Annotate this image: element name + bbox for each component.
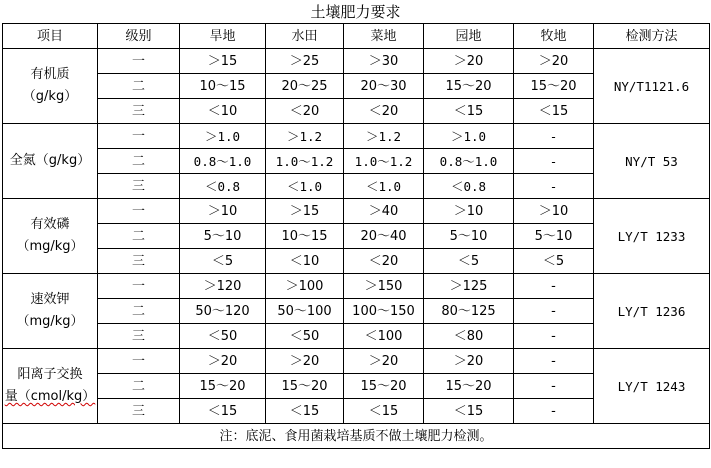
value-cell: ＞20 — [514, 49, 594, 74]
value-cell: ＜0.8 — [180, 174, 266, 199]
level-cell: 三 — [98, 324, 180, 349]
value-cell: ＜0.8 — [424, 174, 514, 199]
item-organic-matter — [3, 49, 98, 124]
method-cell: NY/T1121.6 — [594, 49, 710, 124]
level-cell: 一 — [98, 124, 180, 149]
header-level: 级别 — [98, 24, 180, 49]
value-cell: 1.0～1.2 — [344, 149, 424, 174]
value-cell: 10～15 — [180, 74, 266, 99]
value-cell: 15～20 — [180, 374, 266, 399]
value-cell: ＞1.2 — [266, 124, 344, 149]
value-cell: ＞10 — [514, 199, 594, 224]
value-cell: ＞100 — [266, 274, 344, 299]
value-cell: ＜100 — [344, 324, 424, 349]
value-cell: 10～15 — [266, 224, 344, 249]
value-cell: ＞10 — [424, 199, 514, 224]
level-cell: 一 — [98, 274, 180, 299]
value-cell: ＜10 — [180, 99, 266, 124]
value-cell: ＜1.0 — [266, 174, 344, 199]
value-cell: ＜20 — [344, 99, 424, 124]
header-item: 项目 — [3, 24, 98, 49]
value-cell: 20～25 — [266, 74, 344, 99]
value-cell: - — [514, 399, 594, 424]
value-cell: 1.0～1.2 — [266, 149, 344, 174]
table-row — [3, 349, 710, 374]
value-cell: ＞20 — [180, 349, 266, 374]
value-cell: - — [514, 149, 594, 174]
soil-fertility-table — [2, 23, 710, 449]
value-cell: 5～10 — [514, 224, 594, 249]
value-cell: ＞1.0 — [180, 124, 266, 149]
level-cell: 二 — [98, 299, 180, 324]
value-cell: ＜15 — [266, 399, 344, 424]
value-cell: 100～150 — [344, 299, 424, 324]
value-cell: - — [514, 324, 594, 349]
value-cell: - — [514, 374, 594, 399]
level-cell: 三 — [98, 249, 180, 274]
value-cell: ＞20 — [424, 349, 514, 374]
item-total-nitrogen — [3, 124, 98, 199]
item-name: 有机质 — [30, 67, 70, 82]
value-cell: ＞125 — [424, 274, 514, 299]
value-cell: 15～20 — [514, 74, 594, 99]
value-cell: 15～20 — [344, 374, 424, 399]
level-cell: 一 — [98, 49, 180, 74]
value-cell: ＜50 — [180, 324, 266, 349]
value-cell: 0.8～1.0 — [424, 149, 514, 174]
method-cell: LY/T 1236 — [594, 274, 710, 349]
value-cell: 15～20 — [424, 74, 514, 99]
table-row — [3, 274, 710, 299]
value-cell: ＜5 — [514, 249, 594, 274]
value-cell: 0.8～1.0 — [180, 149, 266, 174]
value-cell: 80～125 — [424, 299, 514, 324]
footnote: 注：底泥、食用菌栽培基质不做土壤肥力检测。 — [3, 424, 710, 449]
value-cell: ＜15 — [344, 399, 424, 424]
value-cell: ＜80 — [424, 324, 514, 349]
header-row — [3, 24, 710, 49]
value-cell: ＞15 — [266, 199, 344, 224]
level-cell: 二 — [98, 224, 180, 249]
value-cell: ＞120 — [180, 274, 266, 299]
value-cell: ＜1.0 — [344, 174, 424, 199]
value-cell: ＞30 — [344, 49, 424, 74]
header-pasture: 牧地 — [514, 24, 594, 49]
value-cell: ＞150 — [344, 274, 424, 299]
value-cell: ＞15 — [180, 49, 266, 74]
method-cell: LY/T 1233 — [594, 199, 710, 274]
table-row — [3, 124, 710, 149]
item-unit: （mg/kg） — [16, 314, 84, 329]
level-cell: 一 — [98, 349, 180, 374]
value-cell: ＞20 — [344, 349, 424, 374]
level-cell: 一 — [98, 199, 180, 224]
value-cell: ＜20 — [266, 99, 344, 124]
value-cell: ＞20 — [424, 49, 514, 74]
table-row — [3, 49, 710, 74]
value-cell: ＜15 — [514, 99, 594, 124]
value-cell: ＜15 — [180, 399, 266, 424]
value-cell: 15～20 — [266, 374, 344, 399]
item-unit: （mg/kg） — [16, 239, 84, 254]
value-cell: 20～40 — [344, 224, 424, 249]
value-cell: ＜15 — [424, 99, 514, 124]
value-cell: - — [514, 274, 594, 299]
value-cell: 50～100 — [266, 299, 344, 324]
header-method: 检测方法 — [594, 24, 710, 49]
item-unit: （g/kg） — [22, 89, 78, 104]
item-name: 阳离子交换 — [17, 367, 83, 382]
value-cell: 15～20 — [424, 374, 514, 399]
value-cell: ＜5 — [180, 249, 266, 274]
value-cell: ＞1.2 — [344, 124, 424, 149]
value-cell: - — [514, 124, 594, 149]
table-row — [3, 199, 710, 224]
item-available-phosphorus — [3, 199, 98, 274]
value-cell: 50～120 — [180, 299, 266, 324]
value-cell: ＜50 — [266, 324, 344, 349]
value-cell: 20～30 — [344, 74, 424, 99]
value-cell: ＜10 — [266, 249, 344, 274]
value-cell: ＞20 — [266, 349, 344, 374]
level-cell: 二 — [98, 374, 180, 399]
value-cell: ＞10 — [180, 199, 266, 224]
value-cell: - — [514, 299, 594, 324]
header-garden: 园地 — [424, 24, 514, 49]
value-cell: ＞40 — [344, 199, 424, 224]
item-name: 全氮（g/kg） — [9, 153, 91, 168]
header-paddy: 水田 — [266, 24, 344, 49]
value-cell: ＜5 — [424, 249, 514, 274]
level-cell: 三 — [98, 399, 180, 424]
item-cation-exchange — [3, 349, 98, 424]
header-vegetable: 菜地 — [344, 24, 424, 49]
method-cell: NY/T 53 — [594, 124, 710, 199]
method-cell: LY/T 1243 — [594, 349, 710, 424]
item-unit: 量（cmol/kg） — [4, 389, 96, 404]
value-cell: - — [514, 174, 594, 199]
value-cell: - — [514, 349, 594, 374]
value-cell: ＞1.0 — [424, 124, 514, 149]
value-cell: 5～10 — [424, 224, 514, 249]
header-dryland: 旱地 — [180, 24, 266, 49]
item-name: 有效磷 — [30, 217, 70, 232]
value-cell: ＜15 — [424, 399, 514, 424]
value-cell: ＞25 — [266, 49, 344, 74]
level-cell: 二 — [98, 74, 180, 99]
table-title: 土壤肥力要求 — [310, 3, 401, 21]
item-name: 速效钾 — [30, 292, 70, 307]
item-available-potassium — [3, 274, 98, 349]
level-cell: 三 — [98, 174, 180, 199]
level-cell: 二 — [98, 149, 180, 174]
note-row — [3, 424, 710, 449]
value-cell: ＜20 — [344, 249, 424, 274]
value-cell: 5～10 — [180, 224, 266, 249]
level-cell: 三 — [98, 99, 180, 124]
